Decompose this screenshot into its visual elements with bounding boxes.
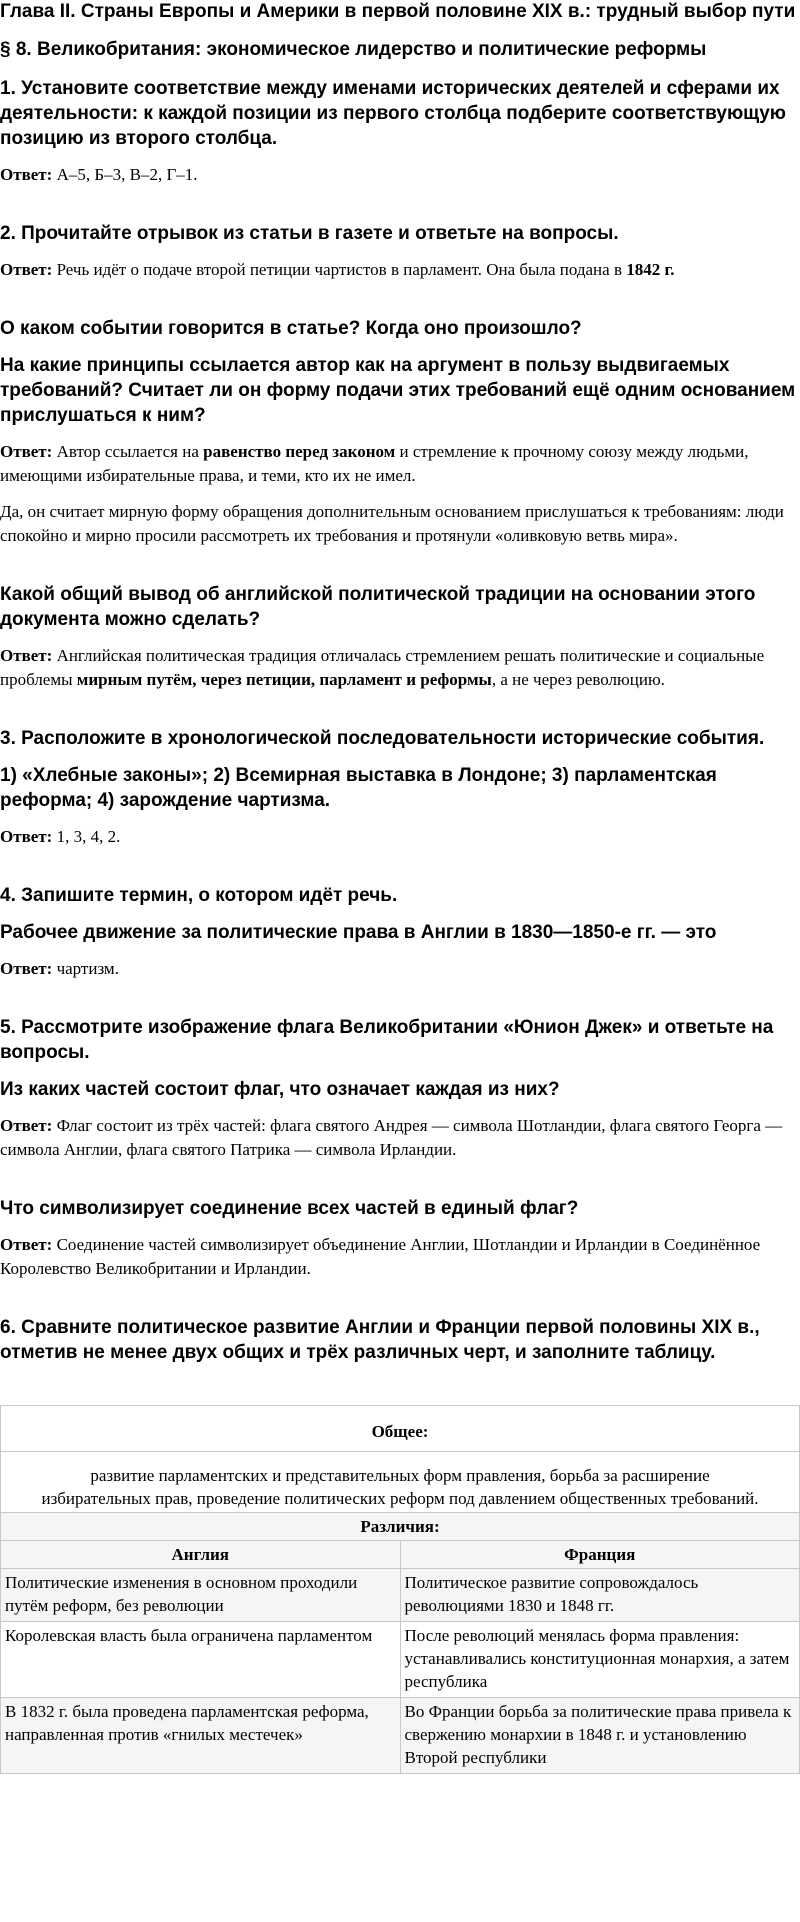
question-5-sub-2: Что символизирует соединение всех частей в единый флаг? <box>0 1198 579 1219</box>
answer-3-text: 1, 3, 4, 2. <box>56 827 121 846</box>
common-text: развитие парламентских и представительных форм правления, борьба за расширение избирательных прав, проведение политических реформ под давлением общественных требований. <box>1 1452 800 1513</box>
answer-label: Ответ: <box>0 442 53 461</box>
answer-2 <box>0 258 800 282</box>
table-cell-england: Королевская власть была ограничена парламентом <box>1 1622 401 1698</box>
table-row-column-headers <box>1 1541 800 1569</box>
table-cell-france: Во Франции борьба за политические права привела к свержению монархии в 1848 г. и установлению Второй республики <box>400 1698 800 1774</box>
chapter-title: Глава II. Страны Европы и Америки в первой половине XIX в.: трудный выбор пути <box>0 1 796 22</box>
question-4: 4. Запишите термин, о котором идёт речь. <box>0 885 398 906</box>
question-2: 2. Прочитайте отрывок из статьи в газете и ответьте на вопросы. <box>0 223 619 244</box>
answer-2-sub-2 <box>0 440 800 488</box>
question-2-sub-1: О каком событии говорится в статье? Когда оно произошло? <box>0 318 582 339</box>
answer-4-text: чартизм. <box>56 959 119 978</box>
answer-5-sub-1-text: Флаг состоит из трёх частей: флага святого Андрея — символа Шотландии, флага святого Георга — символа Англии, флага святого Патрика — символа Ирландии. <box>0 1116 783 1159</box>
answer-2-sub-3-bold: мирным путём, через петиции, парламент и реформы <box>76 670 492 689</box>
answer-5-sub-1 <box>0 1114 800 1162</box>
table-row <box>1 1569 800 1622</box>
answer-label: Ответ: <box>0 959 53 978</box>
answer-2-text: Речь идёт о подаче второй петиции чартистов в парламент. Она была подана в <box>56 260 622 279</box>
answer-5-sub-2-text: Соединение частей символизирует объединение Англии, Шотландии и Ирландии в Соединённое Королевство Великобритании и Ирландии. <box>0 1235 761 1278</box>
answer-1 <box>0 163 800 187</box>
answer-2-sub-3-a: Английская политическая традиция отличалась стремлением решать политические и социальные проблемы <box>0 646 765 689</box>
comparison-table <box>0 1405 800 1774</box>
answer-4 <box>0 957 800 981</box>
column-header-france: Франция <box>400 1541 800 1569</box>
common-header: Общее: <box>1 1406 800 1452</box>
answer-1-text: А–5, Б–3, В–2, Г–1. <box>56 165 198 184</box>
question-3: 3. Расположите в хронологической последовательности исторические события. <box>0 728 765 749</box>
question-5-sub-1: Из каких частей состоит флаг, что означает каждая из них? <box>0 1079 560 1100</box>
answer-label: Ответ: <box>0 260 53 279</box>
answer-2-bold: 1842 г. <box>626 260 675 279</box>
question-1: 1. Установите соответствие между именами исторических деятелей и сферами их деятельности: к каждой позиции из первого столбца подберите соответствующую позицию из второго столбца. <box>0 78 787 149</box>
answer-label: Ответ: <box>0 827 53 846</box>
table-row <box>1 1622 800 1698</box>
question-3-items: 1) «Хлебные законы»; 2) Всемирная выставка в Лондоне; 3) парламентская реформа; 4) зарождение чартизма. <box>0 765 717 811</box>
answer-label: Ответ: <box>0 165 53 184</box>
table-cell-france: После революций менялась форма правления: устанавливались конституционная монархия, а затем республика <box>400 1622 800 1698</box>
table-row-common-text <box>1 1452 800 1513</box>
answer-3 <box>0 825 800 849</box>
column-header-england: Англия <box>1 1541 401 1569</box>
section-title: § 8. Великобритания: экономическое лидерство и политические реформы <box>0 39 707 60</box>
question-6: 6. Сравните политическое развитие Англии и Франции первой половины XIX в., отметив не менее двух общих и трёх различных черт, и заполните таблицу. <box>0 1317 760 1363</box>
question-4-prompt: Рабочее движение за политические права в Англии в 1830—1850-е гг. — это <box>0 922 717 943</box>
question-2-sub-2: На какие принципы ссылается автор как на аргумент в пользу выдвигаемых требований? Считает ли он форму подачи этих требований ещё одним основанием прислушаться к ним? <box>0 355 796 426</box>
answer-5-sub-2 <box>0 1233 800 1281</box>
answer-2-sub-3-b: , а не через революцию. <box>491 670 665 689</box>
answer-2-sub-3 <box>0 644 800 692</box>
answer-label: Ответ: <box>0 1116 53 1135</box>
answer-label: Ответ: <box>0 646 53 665</box>
table-row-common-header <box>1 1406 800 1452</box>
table-cell-england: Политические изменения в основном проходили путём реформ, без революции <box>1 1569 401 1622</box>
answer-2-sub-2-para-2: Да, он считает мирную форму обращения дополнительным основанием прислушаться к требованиям: люди спокойно и мирно просили рассмотреть их требования и протянули «оливковую ветвь мира». <box>0 502 784 545</box>
table-row <box>1 1698 800 1774</box>
answer-label: Ответ: <box>0 1235 53 1254</box>
answer-2-sub-2-b: и стремление к прочному союзу между людьми, имеющими избирательные права, и теми, кто их не имел. <box>0 442 749 485</box>
table-row-diff-header <box>1 1513 800 1541</box>
question-5: 5. Рассмотрите изображение флага Великобритании «Юнион Джек» и ответьте на вопросы. <box>0 1017 774 1063</box>
table-cell-france: Политическое развитие сопровождалось революциями 1830 и 1848 гг. <box>400 1569 800 1622</box>
answer-2-sub-2-bold: равенство перед законом <box>203 442 396 461</box>
table-cell-england: В 1832 г. была проведена парламентская реформа, направленная против «гнилых местечек» <box>1 1698 401 1774</box>
answer-2-sub-2-a: Автор ссылается на <box>56 442 199 461</box>
differences-header: Различия: <box>1 1513 800 1541</box>
question-2-sub-3: Какой общий вывод об английской политической традиции на основании этого документа можно сделать? <box>0 584 756 630</box>
